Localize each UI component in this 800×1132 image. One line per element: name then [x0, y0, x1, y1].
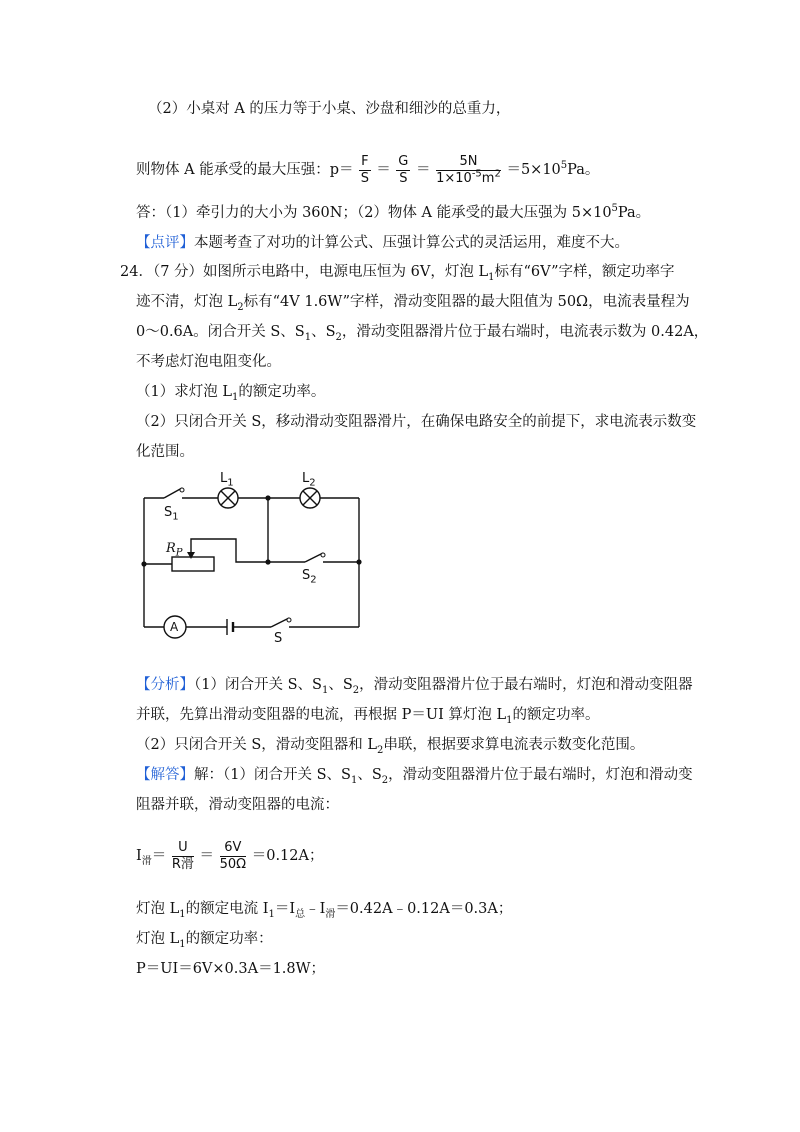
- subquestion-2-line-1: （2）只闭合开关 S，移动滑动变阻器滑片，在确保电路安全的前提下，求电流表示数变: [136, 414, 697, 430]
- question-line-2: 迹不清，灯泡 $L_2$标有“4V 1.6W”字样，滑动变阻器的最大阻值为 50Ω，电流表量程为: [136, 294, 690, 313]
- power-equation: P＝UI＝6V×0.3A＝1.8W；: [136, 961, 326, 977]
- label-ammeter: A: [170, 620, 179, 634]
- label-s: S: [274, 631, 283, 646]
- switch-contact: [321, 553, 325, 557]
- junction-dot: [265, 559, 270, 564]
- analysis-tag: 【分析】: [136, 677, 194, 693]
- analysis-line-2: 并联，先算出滑动变阻器的电流，再根据 P＝UI 算灯泡 $L_1$的额定功率。: [136, 707, 600, 726]
- slider-arrow-icon: [187, 552, 195, 559]
- fraction-6v-over-50ohm: $\frac{6V}{50\Omega}$: [219, 839, 247, 872]
- current-formula: $I_滑=$ $\frac{U}{\text{R滑}}$ ＝ $\frac{6V}{50\Omega}$ ＝0.12A；: [136, 839, 324, 872]
- question-line-1: 24．（7 分）如图所示电路中，电源电压恒为 6V，灯泡 $L_1$标有“6V”字样，额定功率字: [120, 264, 675, 283]
- solution-line-1: 【解答】解：（1）闭合开关 S、$S_1$、$S_2$，滑动变阻器滑片位于最右端时，灯泡和滑动变: [136, 767, 693, 786]
- switch-s1-blade: [164, 488, 182, 498]
- subquestion-2-line-2: 化范围。: [136, 444, 194, 460]
- switch-contact: [180, 488, 184, 492]
- label-s1: $S_1$: [164, 505, 179, 523]
- junction-dot: [141, 561, 146, 566]
- l1-current-line: 灯泡 $L_1$的额定电流 $I_1=I_总﹣I_滑=0.42A﹣0.12A=0.3A$；: [136, 901, 513, 920]
- review-tag: 【点评】: [136, 235, 194, 251]
- analysis-line-1: 【分析】（1）闭合开关 S、$S_1$、$S_2$，滑动变阻器滑片位于最右端时，灯泡和滑动变阻器: [136, 677, 693, 696]
- label-rp: $R_P$: [166, 541, 183, 559]
- label-l2: $L_2$: [302, 471, 316, 489]
- subquestion-1: （1）求灯泡 $L_1$的额定功率。: [136, 384, 326, 403]
- lamp-l1-icon: [218, 488, 238, 508]
- junction-dot: [265, 495, 270, 500]
- label-l1: $L_1$: [220, 471, 234, 489]
- switch-s2-blade: [305, 553, 323, 562]
- fraction-5n-over-area: $\frac{5N}{1\times 10^{-5}m^2}$: [436, 153, 501, 186]
- rheostat-slider-wire: [191, 539, 268, 562]
- question-line-3: 0～0.6A。闭合开关 S、$S_1$、$S_2$，滑动变阻器滑片位于最右端时，电流表示数为 0.42A，: [136, 324, 709, 343]
- junction-dot: [356, 559, 361, 564]
- question-line-4: 不考虑灯泡电阻变化。: [136, 354, 281, 370]
- answer-line: 答：（1）牵引力的大小为 360N；（2）物体 A 能承受的最大压强为 $5\times 10^5Pa$。: [136, 203, 651, 221]
- fraction-f-over-s: $\frac{F}{S}$: [360, 153, 369, 186]
- analysis-line-3: （2）只闭合开关 S，滑动变阻器和 $L_2$串联，根据要求算电流表示数变化范围。: [136, 737, 645, 756]
- solution-tag: 【解答】: [136, 767, 194, 783]
- l1-power-line: 灯泡 $L_1$的额定功率：: [136, 931, 273, 950]
- review-line: 【点评】本题考查了对功的计算公式、压强计算公式的灵活运用，难度不大。: [136, 235, 629, 251]
- fraction-g-over-s: $\frac{G}{S}$: [398, 153, 409, 186]
- switch-s-blade: [271, 618, 289, 627]
- fraction-u-over-r: $\frac{U}{\text{R滑}}$: [171, 839, 194, 872]
- label-s2: $S_2$: [302, 568, 317, 586]
- pressure-formula: 则物体 A 能承受的最大压强：p＝ $\frac{F}{S}$ ＝ $\frac{G}{S}$ ＝ $\frac{5N}{1\times 10^{-5}m^2}$ $=5\times 10^5Pa$。: [136, 153, 600, 186]
- lamp-l2-icon: [300, 488, 320, 508]
- part2-text: （2）小桌对 A 的压力等于小桌、沙盘和细沙的总重力，: [148, 101, 511, 117]
- rheostat-icon: [172, 557, 214, 571]
- solution-line-2: 阻器并联，滑动变阻器的电流：: [136, 797, 339, 813]
- switch-contact: [287, 618, 291, 622]
